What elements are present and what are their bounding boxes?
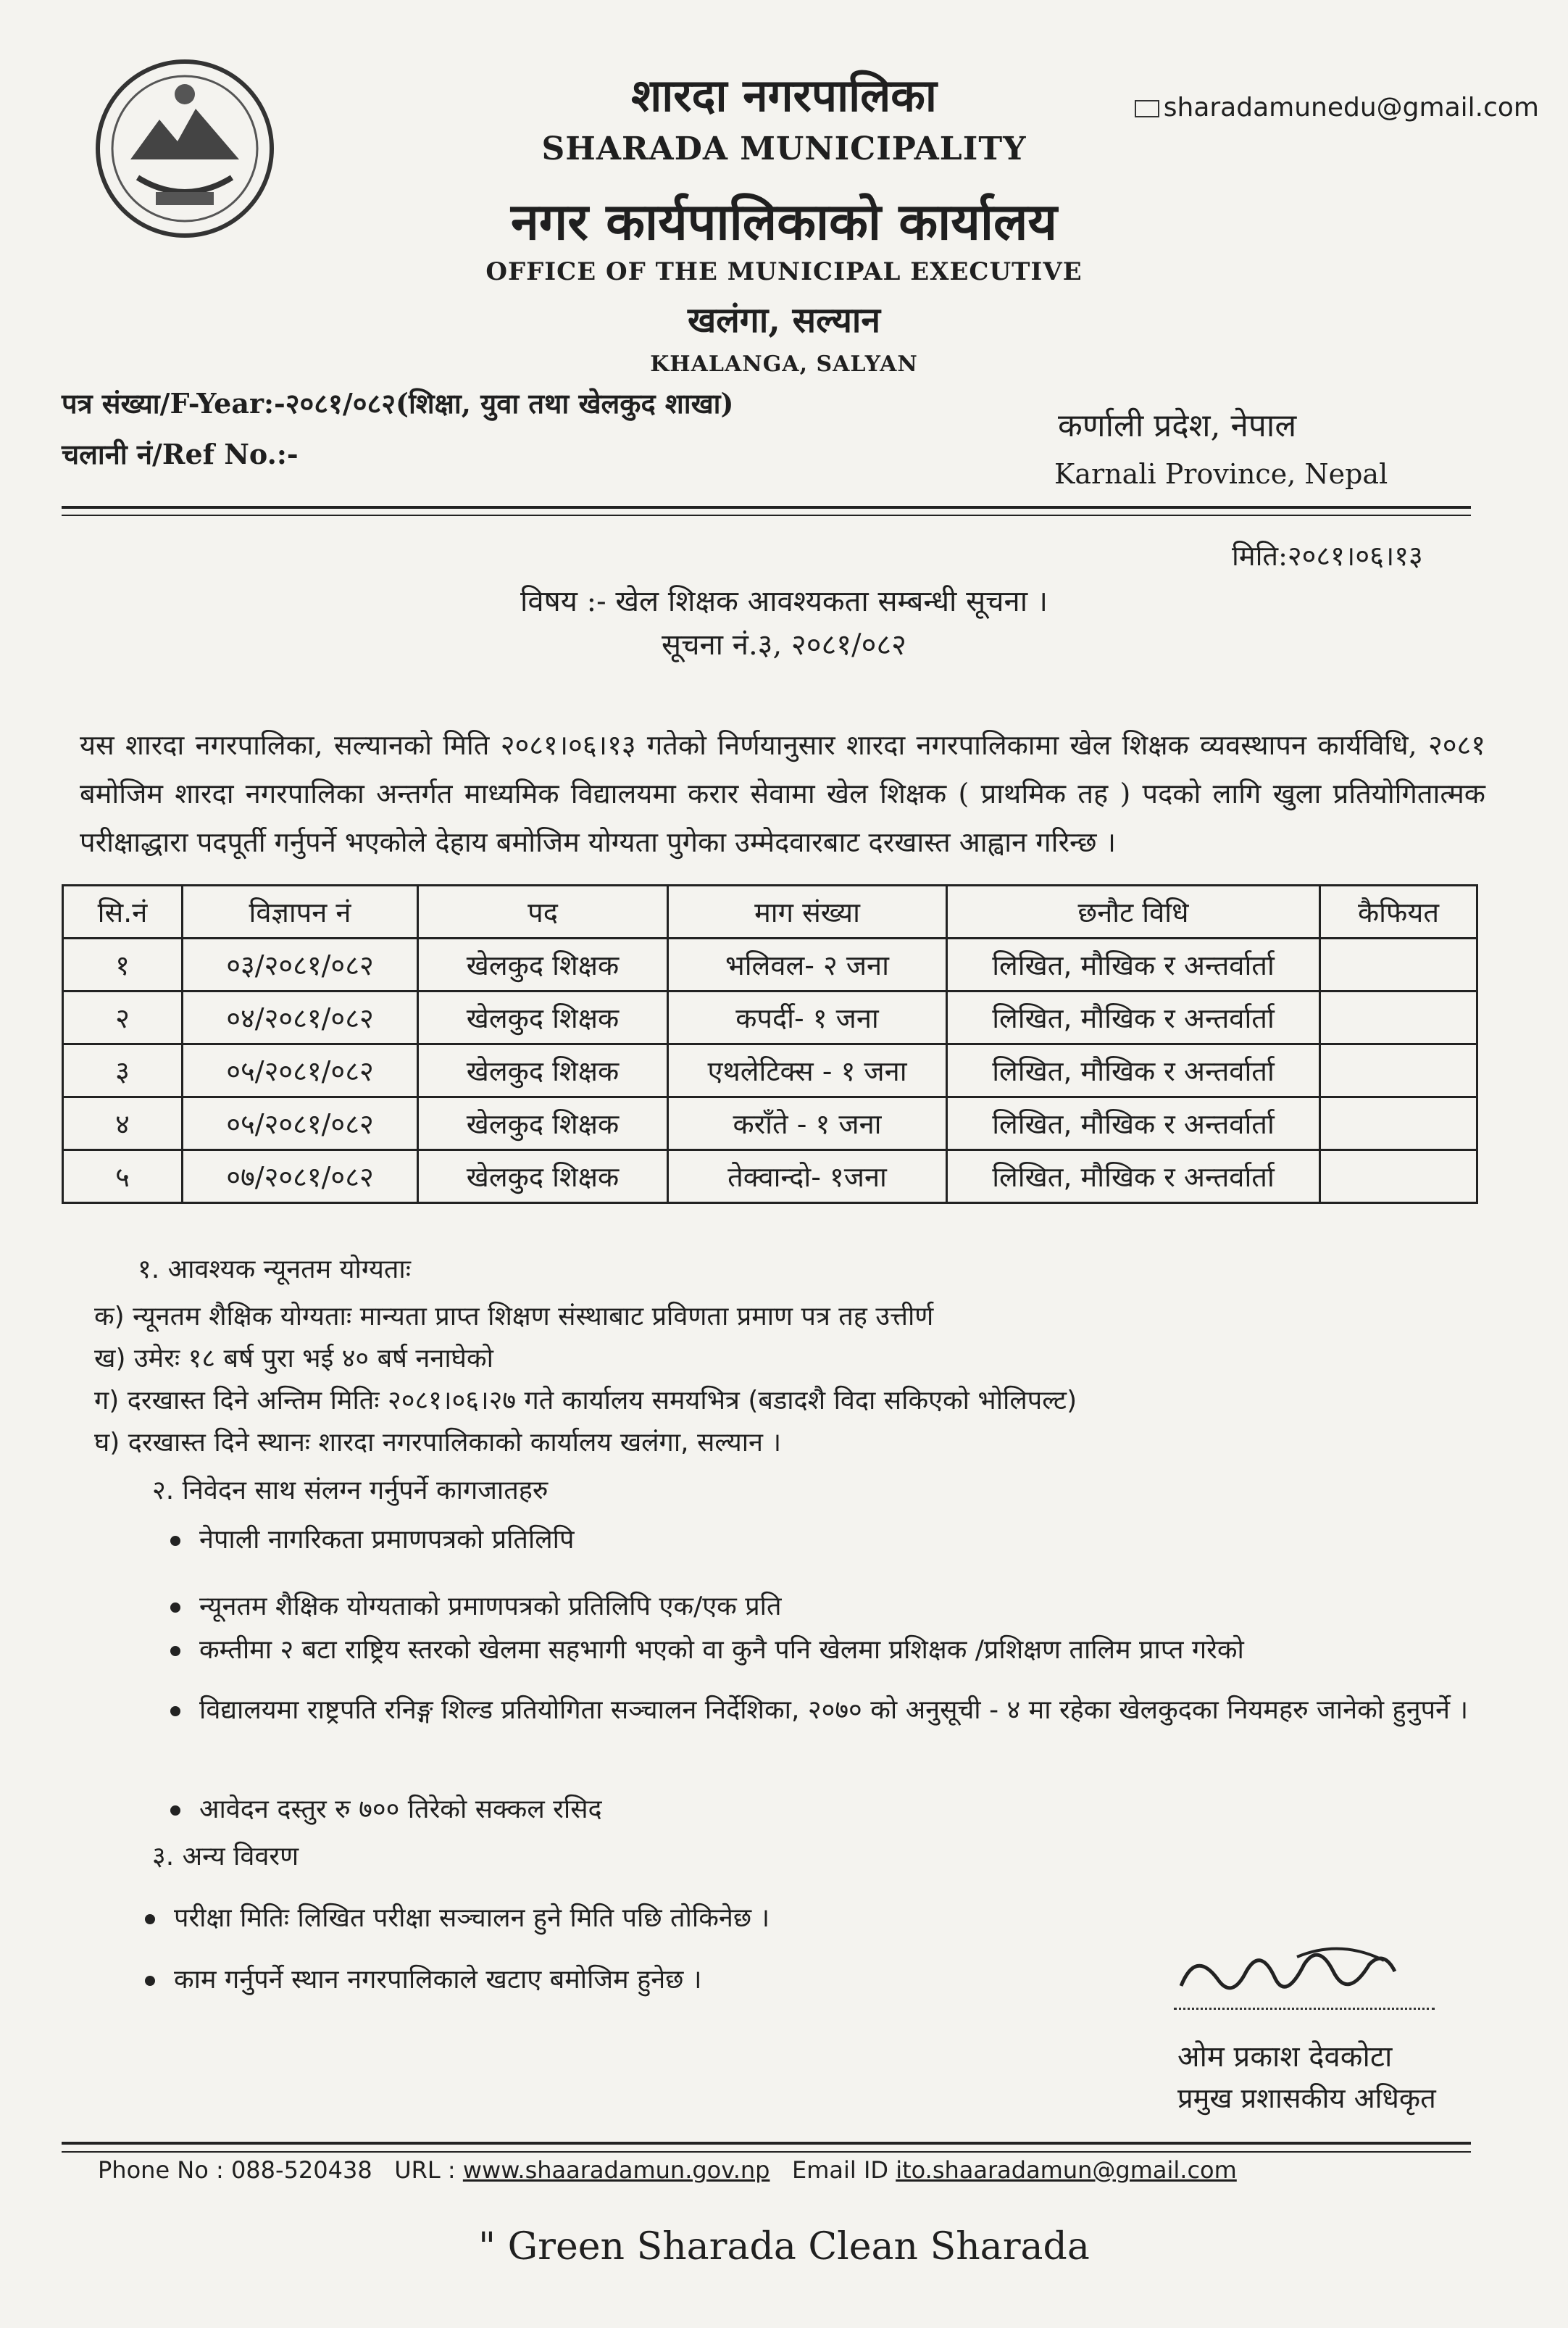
cell-ad-no: ०५/२०८१/०८२ — [183, 1044, 418, 1097]
header-email-text: sharadamunedu@gmail.com — [1163, 93, 1539, 122]
cell-demand: भलिवल- २ जना — [668, 939, 947, 992]
cell-ad-no: ०७/२०८१/०८२ — [183, 1150, 418, 1203]
document-item-text: नेपाली नागरिकता प्रमाणपत्रको प्रतिलिपि — [199, 1525, 575, 1555]
document-item-text: आवेदन दस्तुर रु ७०० तिरेको सक्कल रसिद — [199, 1795, 602, 1824]
cell-method: लिखित, मौखिक र अन्तर्वार्ता — [947, 1044, 1320, 1097]
letter-body: यस शारदा नगरपालिका, सल्यानको मिति २०८१।०६।१३ गतेको निर्णयानुसार शारदा नगरपालिकामा खेल शिक्षक व्यवस्थापन कार्यविधि, २०८१ बमोजिम शारदा नगरपालिका अन्तर्गत माध्यमिक विद्यालयमा करार सेवामा खेल शिक्षक ( प्राथमिक तह ) पदको लागि खुला प्रतियोगितात्मक परीक्षाद्धारा पदपूर्ती गर्नुपर्ने भएकोले देहाय बमोजिम योग्यता पुगेका उम्मेदवारबाट दरखास्त आह्वान गरिन्छ । — [80, 729, 1485, 858]
cell-method: लिखित, मौखिक र अन्तर्वार्ता — [947, 1150, 1320, 1203]
bullet-icon — [170, 1602, 180, 1613]
letter-date: मिति:२०८१।०६।१३ — [1232, 540, 1423, 572]
footer-url-link[interactable]: www.shaaradamun.gov.np — [462, 2156, 770, 2184]
cell-ad-no: ०४/२०८१/०८२ — [183, 992, 418, 1044]
col-remarks: कैफियत — [1320, 886, 1477, 939]
footer-email-link[interactable]: ito.shaaradamun@gmail.com — [896, 2156, 1237, 2184]
phone-label: Phone No : — [98, 2156, 224, 2184]
footer-slogan: " Green Sharada Clean Sharada — [478, 2225, 1090, 2269]
cell-sn: ३ — [63, 1044, 183, 1097]
other-item-text: परीक्षा मितिः लिखित परीक्षा सञ्चालन हुने मिति पछि तोकिनेछ । — [174, 1903, 770, 1933]
cell-sn: ४ — [63, 1097, 183, 1150]
qualification-item: क) न्यूनतम शैक्षिक योग्यताः मान्यता प्राप्त शिक्षण संस्थाबाट प्रविणता प्रमाण पत्र तह उत्तीर्ण — [94, 1302, 934, 1331]
header-email — [1135, 93, 1539, 122]
place-np: खलंगा, सल्यान — [688, 300, 880, 341]
cell-demand: एथलेटिक्स - १ जना — [668, 1044, 947, 1097]
bullet-icon — [170, 1646, 180, 1656]
cell-ad-no: ०३/२०८१/०८२ — [183, 939, 418, 992]
url-label: URL : — [394, 2156, 456, 2184]
bullet-icon — [145, 1976, 155, 1986]
section-documents: २. निवेदन साथ संलग्न गर्नुपर्ने कागजातहरु — [152, 1476, 549, 1505]
cell-demand: कराँते - १ जना — [668, 1097, 947, 1150]
ref-fiscal-year: पत्र संख्या/F-Year:-२०८१/०८२(शिक्षा, युवा तथा खेलकुद शाखा) — [62, 387, 734, 420]
cell-post: खेलकुद शिक्षक — [418, 1097, 668, 1150]
other-item-text: काम गर्नुपर्ने स्थान नगरपालिकाले खटाए बमोजिम हुनेछ । — [174, 1965, 702, 1995]
envelope-icon — [1135, 100, 1159, 117]
footer-divider-thin — [62, 2151, 1471, 2153]
col-sn: सि.नं — [63, 886, 183, 939]
cell-method: लिखित, मौखिक र अन्तर्वार्ता — [947, 992, 1320, 1044]
qualification-item: घ) दरखास्त दिने स्थानः शारदा नगरपालिकाको कार्यालय खलंगा, सल्यान । — [94, 1428, 782, 1458]
table-row — [63, 939, 1477, 992]
bullet-icon — [145, 1914, 155, 1924]
qualification-item: ग) दरखास्त दिने अन्तिम मितिः २०८१।०६।२७ गते कार्यालय समयभित्र (बडादशै विदा सकिएको भोलिपल्ट) — [94, 1386, 1077, 1415]
table-row — [63, 1044, 1477, 1097]
office-name-np: नगर कार्यपालिकाको कार्यालय — [510, 191, 1058, 251]
table-row — [63, 1097, 1477, 1150]
cell-demand: कपर्दी- १ जना — [668, 992, 947, 1044]
header-divider — [62, 506, 1471, 509]
table-row — [63, 1150, 1477, 1203]
cell-remarks — [1320, 1150, 1477, 1203]
cell-sn: १ — [63, 939, 183, 992]
col-method: छनौट विधि — [947, 886, 1320, 939]
signature-line — [1174, 2008, 1435, 2010]
bullet-icon — [170, 1805, 180, 1816]
province-np: कर्णाली प्रदेश, नेपाल — [1058, 407, 1297, 444]
document-item-text: कम्तीमा २ बटा राष्ट्रिय स्तरको खेलमा सहभागी भएको वा कुनै पनि खेलमा प्रशिक्षक /प्रशिक्षण तालिम प्राप्त गरेको — [199, 1635, 1244, 1665]
municipality-name-np: शारदा नगरपालिका — [631, 69, 937, 122]
phone-number: 088-520438 — [230, 2156, 372, 2184]
document-item — [170, 1521, 574, 1556]
municipality-name-en: SHARADA MUNICIPALITY — [541, 130, 1027, 167]
footer-contact — [98, 2156, 1237, 2184]
signatory-name: ओम प्रकाश देवकोटा — [1177, 2040, 1393, 2074]
col-post: पद — [418, 886, 668, 939]
cell-ad-no: ०५/२०८१/०८२ — [183, 1097, 418, 1150]
bullet-icon — [170, 1706, 180, 1716]
document-item — [170, 1631, 1244, 1666]
cell-remarks — [1320, 1097, 1477, 1150]
office-name-en: OFFICE OF THE MUNICIPAL EXECUTIVE — [485, 257, 1083, 286]
cell-remarks — [1320, 939, 1477, 992]
province-en: Karnali Province, Nepal — [1054, 458, 1388, 490]
col-ad-no: विज्ञापन नं — [183, 886, 418, 939]
header-divider-thin — [62, 515, 1471, 516]
signature-icon — [1167, 1935, 1406, 2015]
signatory-title: प्रमुख प्रशासकीय अधिकृत — [1177, 2082, 1436, 2114]
cell-remarks — [1320, 1044, 1477, 1097]
qualification-item: ख) उमेरः १८ बर्ष पुरा भई ४० बर्ष ननाघेको — [94, 1344, 493, 1373]
notice-number: सूचना नं.३, २०८१/०८२ — [662, 628, 906, 662]
cell-post: खेलकुद शिक्षक — [418, 1150, 668, 1203]
table-row — [63, 992, 1477, 1044]
footer-divider — [62, 2142, 1471, 2145]
document-item — [170, 1689, 1489, 1732]
ref-number: चलानी नं/Ref No.:- — [62, 438, 299, 470]
cell-post: खेलकुद शिक्षक — [418, 992, 668, 1044]
table-header-row — [63, 886, 1477, 939]
document-item — [170, 1587, 782, 1623]
place-en: KHALANGA, SALYAN — [650, 352, 918, 377]
vacancy-table — [62, 884, 1478, 1204]
email-label: Email ID — [791, 2156, 889, 2184]
letter-subject: विषय :- खेल शिक्षक आवश्यकता सम्बन्धी सूचना । — [520, 585, 1048, 618]
cell-method: लिखित, मौखिक र अन्तर्वार्ता — [947, 1097, 1320, 1150]
section-other-details: ३. अन्य विवरण — [152, 1842, 299, 1871]
document-item-text: विद्यालयमा राष्ट्रपति रनिङ्ग शिल्ड प्रतियोगिता सञ्चालन निर्देशिका, २०७० को अनुसूची - ४ मा रहेका खेलकुदका नियमहरु जानेको हुनुपर्ने । — [199, 1695, 1469, 1725]
cell-post: खेलकुद शिक्षक — [418, 939, 668, 992]
cell-remarks — [1320, 992, 1477, 1044]
other-item — [145, 1899, 770, 1934]
document-item-text: न्यूनतम शैक्षिक योग्यताको प्रमाणपत्रको प्रतिलिपि एक/एक प्रति — [199, 1592, 782, 1621]
cell-post: खेलकुद शिक्षक — [418, 1044, 668, 1097]
cell-sn: २ — [63, 992, 183, 1044]
cell-method: लिखित, मौखिक र अन्तर्वार्ता — [947, 939, 1320, 992]
section-min-qualification: १. आवश्यक न्यूनतम योग्यताः — [138, 1255, 411, 1284]
other-item — [145, 1961, 702, 1996]
cell-demand: तेक्वान्दो- १जना — [668, 1150, 947, 1203]
col-demand: माग संख्या — [668, 886, 947, 939]
cell-sn: ५ — [63, 1150, 183, 1203]
bullet-icon — [170, 1536, 180, 1546]
document-item — [170, 1790, 602, 1826]
